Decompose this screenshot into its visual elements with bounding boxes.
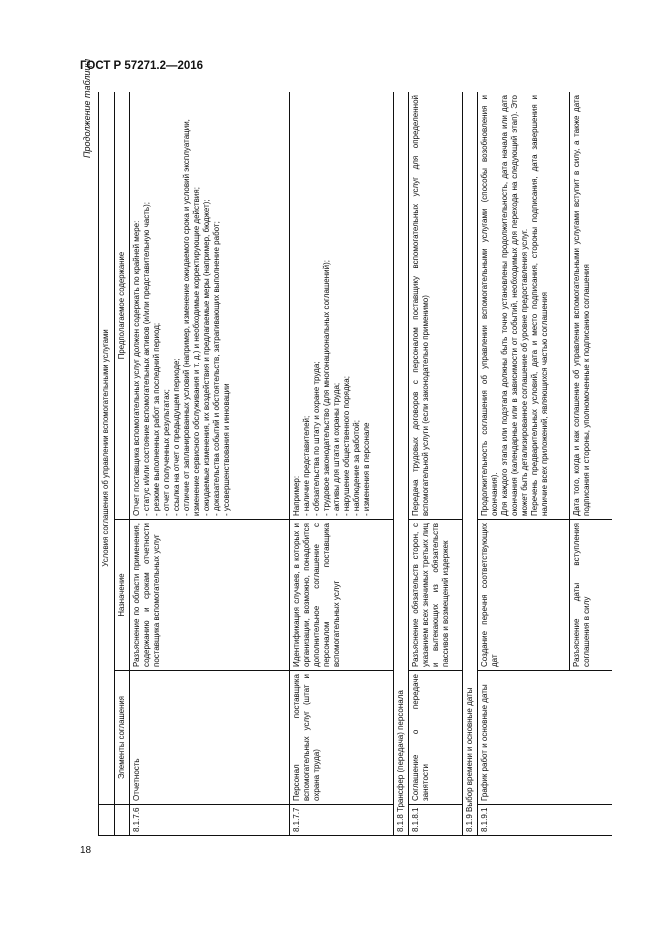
row-content: Дата того, когда и как соглашение об управлении вспомогательными услугами вступит в силу, а также дата подписания и стороны, уполномоченные к подписанию соглашения bbox=[570, 92, 613, 520]
row-number: 8.1.7.7 bbox=[290, 805, 394, 836]
table-caption: Условия соглашения об управлении вспомогательными услугами bbox=[99, 92, 115, 805]
row-content: Передача трудовых договоров с персоналом поставщику вспомогательных услуг для определенной вспомогательной услуги (если законодательно применимо) bbox=[409, 92, 463, 520]
row-content bbox=[290, 92, 394, 520]
row-purpose: Создание перечня соответствующих дат bbox=[478, 520, 570, 671]
column-header-content: Предполагаемое содержание bbox=[115, 92, 130, 520]
row-element: График работ и основные даты bbox=[478, 671, 613, 805]
row-purpose: Разъяснение даты вступления соглашения в силу bbox=[570, 520, 613, 671]
column-header-elements: Элементы соглашения bbox=[115, 671, 130, 805]
content-line: - доказательства событий и обстоятельств, затрагивающих выполнение работ; bbox=[212, 221, 221, 516]
document-header: ГОСТ Р 57271.2—2016 bbox=[80, 60, 204, 72]
page-number-box bbox=[80, 845, 91, 856]
content-line: - изменения в персонале bbox=[362, 422, 371, 516]
content-line: - отчет о полученных результатах; bbox=[162, 389, 171, 516]
section-heading: 8.1.8 Трансфер (передача) персонала bbox=[394, 92, 409, 836]
row-purpose: Идентификация случаев, в которых и организации, возможно, понадобится дополнительное соглашение с персоналом поставщика вспомогательных услуг bbox=[290, 520, 394, 671]
content-line: - статус и/или состояние вспомогательных активов (и/или представительную часть); bbox=[142, 202, 151, 516]
table-row bbox=[290, 92, 394, 836]
content-line: - ожидаемые изменения, их воздействия и предлагаемые меры (например, бюджет); bbox=[202, 199, 211, 516]
table-row bbox=[478, 92, 570, 836]
content-line: Продолжительность соглашения об управлении вспомогательными услугами (способы возобновления и окончания). bbox=[480, 95, 499, 516]
row-element: Соглашение о передаче занятости bbox=[409, 671, 463, 805]
content-line: - наблюдение за работой; bbox=[352, 420, 361, 516]
content-line: - усовершенствования и инновации bbox=[222, 383, 231, 516]
column-header-purpose: Назначение bbox=[115, 520, 130, 671]
row-number: 8.1.8.1 bbox=[409, 805, 463, 836]
agreement-conditions-table bbox=[98, 92, 612, 836]
continuation-label-box bbox=[82, 58, 96, 158]
row-element: Персонал поставщика вспомогательных услуг (штат и охрана труда) bbox=[290, 671, 394, 805]
row-number: 8.1.9.1 bbox=[478, 805, 613, 836]
row-element: Отчетность bbox=[130, 671, 290, 805]
section-row bbox=[394, 92, 409, 836]
content-line: - резюме выполненных работ за последний период; bbox=[152, 322, 161, 516]
content-line: Для каждого этапа или подэтапа должны быть точно установлены продолжительность, дата начала или дата окончания (календарные или в зависимости от событий, необходимых для перехода на следующий этап). Это может быть детализированное соглашение об уровне предоставления услуг. bbox=[500, 95, 529, 516]
section-row bbox=[463, 92, 478, 836]
content-line: - отличие от запланированных условий (например, изменение ожидаемого срока и условий эксплуатации, изменение сервисного обслуживания и т. д.) и необходимые корректирующие действия; bbox=[182, 119, 201, 516]
section-heading: 8.1.9 Выбор времени и основные даты bbox=[463, 92, 478, 836]
content-line: - нарушение общественного порядка; bbox=[342, 376, 351, 516]
content-line: Отчет поставщика вспомогательных услуг должен содержать по крайней мере: bbox=[132, 220, 141, 516]
page-number: 18 bbox=[80, 845, 92, 856]
table-empty-num-header bbox=[115, 805, 130, 836]
row-content bbox=[130, 92, 290, 520]
row-content bbox=[478, 92, 570, 520]
content-line: - наличие представителей; bbox=[302, 415, 311, 516]
table-empty-corner bbox=[99, 805, 115, 836]
content-line: - трудовое законодательство (для многонациональных соглашений); bbox=[322, 259, 331, 516]
content-line: Например: bbox=[292, 475, 301, 516]
rotated-table-container bbox=[98, 92, 612, 836]
content-line: - активы для штата и охраны труда; bbox=[332, 382, 341, 516]
row-number: 8.1.7.6 bbox=[130, 805, 290, 836]
continuation-label: Продолжение таблицы bbox=[82, 58, 92, 158]
row-purpose: Разъяснение по области применения, содержанию и срокам отчетности поставщика вспомогательных услуг bbox=[130, 520, 290, 671]
content-line: Перечень предварительных условий, дата и место подписания, стороны подписания, дата завершения и наличие всех приложений, являющихся частью соглашения bbox=[530, 95, 549, 516]
row-purpose: Разъяснение обязательств сторон, с указанием всех значимых третьих лиц и вытекающих из обязательств пассивов и возмещений издержек bbox=[409, 520, 463, 671]
table-row bbox=[130, 92, 290, 836]
content-line: - ссылка на отчет о предыдущем периоде; bbox=[172, 358, 181, 516]
content-line: - обязательства по штату и охране труда; bbox=[312, 361, 321, 516]
table-row bbox=[409, 92, 463, 836]
rotated-table-region bbox=[98, 92, 612, 836]
